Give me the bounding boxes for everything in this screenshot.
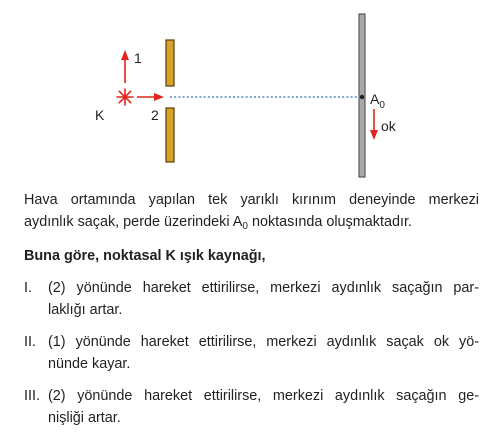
statement-2: II. (1) yönünde hareket ettirilirse, merkezi aydınlık saçak ok yö- nünde kayar. — [24, 331, 479, 375]
slit-plate-bottom — [166, 108, 174, 162]
statement-number: I. — [24, 280, 32, 296]
single-slit-diagram — [0, 0, 490, 180]
intro-line-1: Hava ortamında yapılan tek yarıklı kırınım deneyinde merkezi — [24, 192, 479, 208]
intro-paragraph — [24, 189, 479, 233]
statement-3: III. (2) yönünde hareket ettirilirse, merkezi aydınlık saçağın ge- nişliği artar. — [24, 385, 479, 429]
point-a0-marker — [360, 95, 364, 99]
statement-number: III. — [24, 388, 40, 404]
statement-1: I. (2) yönünde hareket ettirilirse, merkezi aydınlık saçağın par- laklığı artar. — [24, 277, 479, 321]
direction-2-label: 2 — [151, 107, 159, 123]
question-stem: Buna göre, noktasal K ışık kaynağı, — [24, 248, 266, 264]
ok-arrow-icon — [370, 109, 378, 140]
source-label-k: K — [95, 107, 105, 123]
ok-label: ok — [381, 118, 396, 134]
direction-2-arrow-icon — [137, 93, 164, 101]
direction-1-label: 1 — [134, 50, 142, 66]
intro-line-2: aydınlık saçak, perde üzerindeki $A_0$ noktasında oluşmaktadır. — [24, 214, 412, 232]
point-a0-label: $A_0$ — [370, 91, 385, 111]
statement-number: II. — [24, 334, 36, 350]
question-text-block — [24, 189, 479, 429]
direction-1-arrow-icon — [121, 50, 129, 83]
slit-plate-top — [166, 40, 174, 86]
